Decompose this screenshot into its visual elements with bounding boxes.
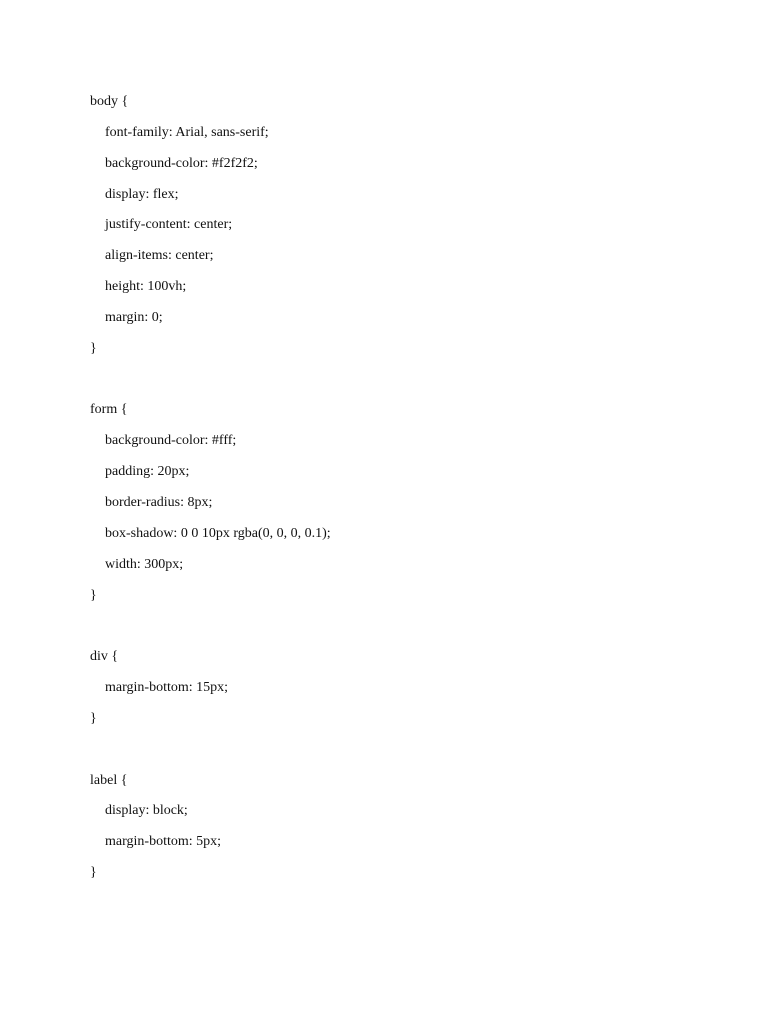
code-line: body { [90, 94, 129, 109]
code-line: } [90, 710, 97, 726]
code-line: } [90, 587, 97, 603]
code-line: display: block; [105, 803, 188, 819]
code-line: } [90, 340, 97, 356]
code-line: display: flex; [105, 186, 179, 202]
code-line: background-color: #f2f2f2; [105, 155, 258, 171]
blank-line [90, 735, 730, 766]
code-line: width: 300px; [105, 556, 184, 572]
code-line: margin-bottom: 15px; [105, 680, 229, 696]
code-line: div { [90, 649, 119, 665]
blank-line [90, 611, 730, 642]
code-line: box-shadow: 0 0 10px rgba(0, 0, 0, 0.1); [105, 525, 331, 541]
code-line: font-family: Arial, sans-serif; [105, 124, 269, 140]
code-line: margin-bottom: 5px; [105, 834, 222, 850]
css-code-block [90, 87, 730, 889]
code-line: margin: 0; [105, 309, 163, 325]
code-line: height: 100vh; [105, 279, 187, 295]
code-line: align-items: center; [105, 248, 214, 264]
code-line: label { [90, 772, 128, 788]
code-line: justify-content: center; [105, 217, 233, 233]
code-line: } [90, 865, 97, 881]
code-line: padding: 20px; [105, 464, 190, 480]
code-line: background-color: #fff; [105, 433, 237, 449]
code-line: border-radius: 8px; [105, 494, 213, 510]
blank-line [90, 365, 730, 396]
code-line: form { [90, 402, 128, 418]
